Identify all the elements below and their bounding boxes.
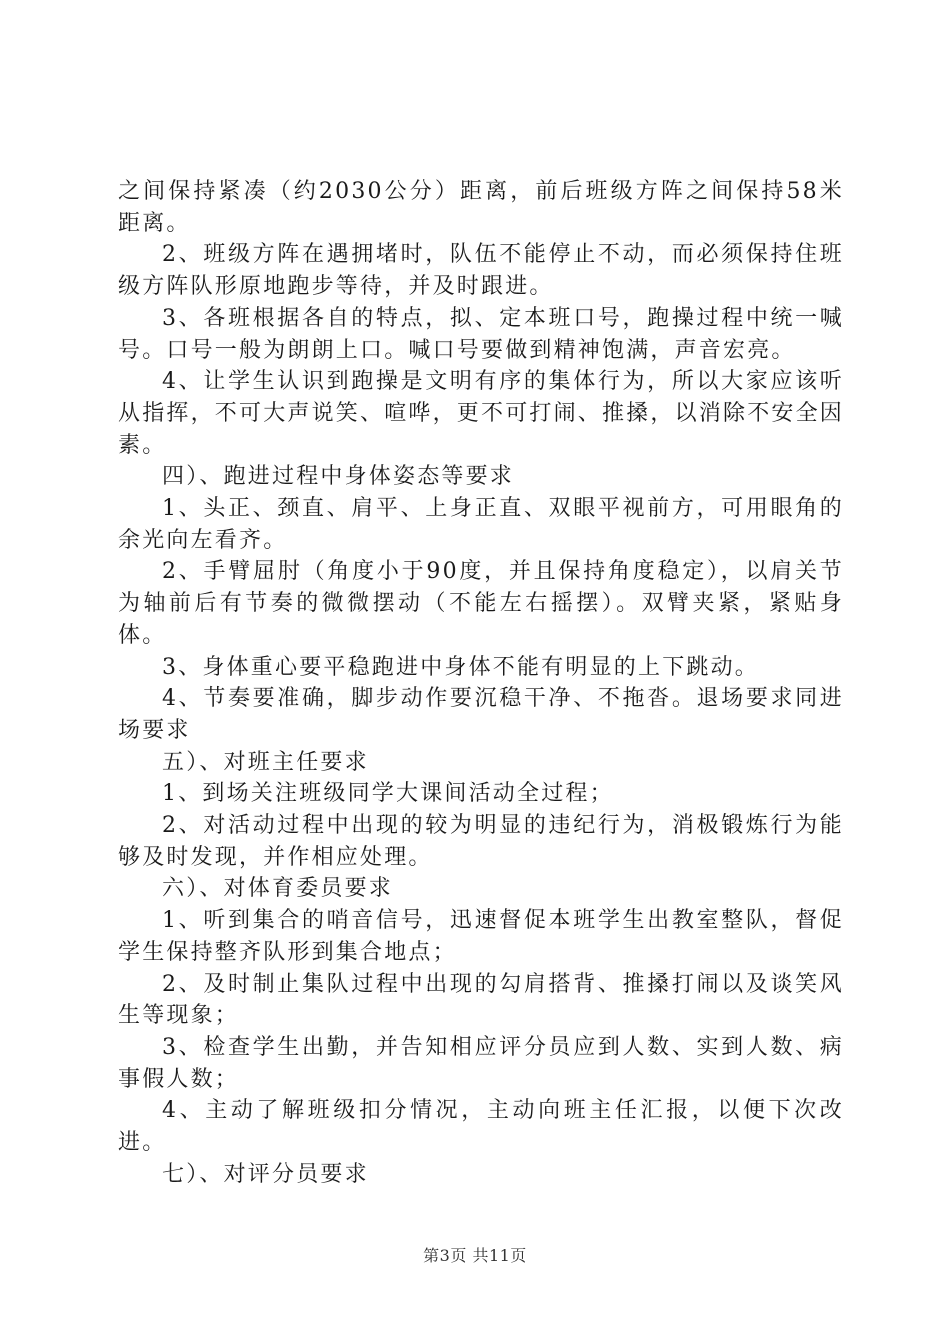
page-number-label: 第3页 共11页 [423, 1246, 527, 1265]
paragraph-3: 3、各班根据各自的特点，拟、定本班口号，跑操过程中统一喊号。口号一般为朗朗上口。喊口号要做到精神饱满，声音宏亮。 [118, 305, 844, 363]
paragraph-12: 2、对活动过程中出现的较为明显的违纪行为，消极锻炼行为能够及时发现，并作相应处理。 [118, 813, 844, 870]
page-footer [0, 1243, 950, 1266]
section-heading-7: 七）、对评分员要求 [162, 1161, 369, 1187]
paragraph-7: 2、手臂屈肘（角度小于90度，并且保持角度稳定），以肩关节为轴前后有节奏的微微摆动（不能左右摇摆）。双臂夹紧，紧贴身体。 [118, 559, 844, 648]
paragraph-17: 4、主动了解班级扣分情况，主动向班主任汇报，以便下次改进。 [118, 1098, 844, 1156]
paragraph-1: 之间保持紧凑（约2030公分）距离，前后班级方阵之间保持58米距离。 [118, 179, 844, 236]
paragraph-9: 4、节奏要准确，脚步动作要沉稳干净、不拖沓。退场要求同进场要求 [118, 686, 844, 743]
paragraph-16: 3、检查学生出勤，并告知相应评分员应到人数、实到人数、病事假人数； [118, 1034, 844, 1092]
paragraph-6: 1、头正、颈直、肩平、上身正直、双眼平视前方，可用眼角的余光向左看齐。 [118, 496, 844, 553]
paragraph-2: 2、班级方阵在遇拥堵时，队伍不能停止不动，而必须保持住班级方阵队形原地跑步等待，并及时跟进。 [118, 242, 844, 300]
paragraph-4: 4、让学生认识到跑操是文明有序的集体行为，所以大家应该听从指挥，不可大声说笑、喧哗，更不可打闹、推搡，以消除不安全因素。 [118, 369, 845, 458]
document-body [118, 176, 844, 1191]
paragraph-15: 2、及时制止集队过程中出现的勾肩搭背、推搡打闹以及谈笑风生等现象； [118, 971, 844, 1029]
paragraph-8: 3、身体重心要平稳跑进中身体不能有明显的上下跳动。 [162, 654, 759, 680]
paragraph-14: 1、听到集合的哨音信号，迅速督促本班学生出教室整队，督促学生保持整齐队形到集合地点； [118, 908, 844, 965]
paragraph-11: 1、到场关注班级同学大课间活动全过程； [162, 781, 614, 807]
section-heading-4: 四）、跑进过程中身体姿态等要求 [162, 464, 515, 490]
section-heading-6: 六）、对体育委员要求 [162, 876, 394, 902]
section-heading-5: 五）、对班主任要求 [162, 749, 369, 775]
